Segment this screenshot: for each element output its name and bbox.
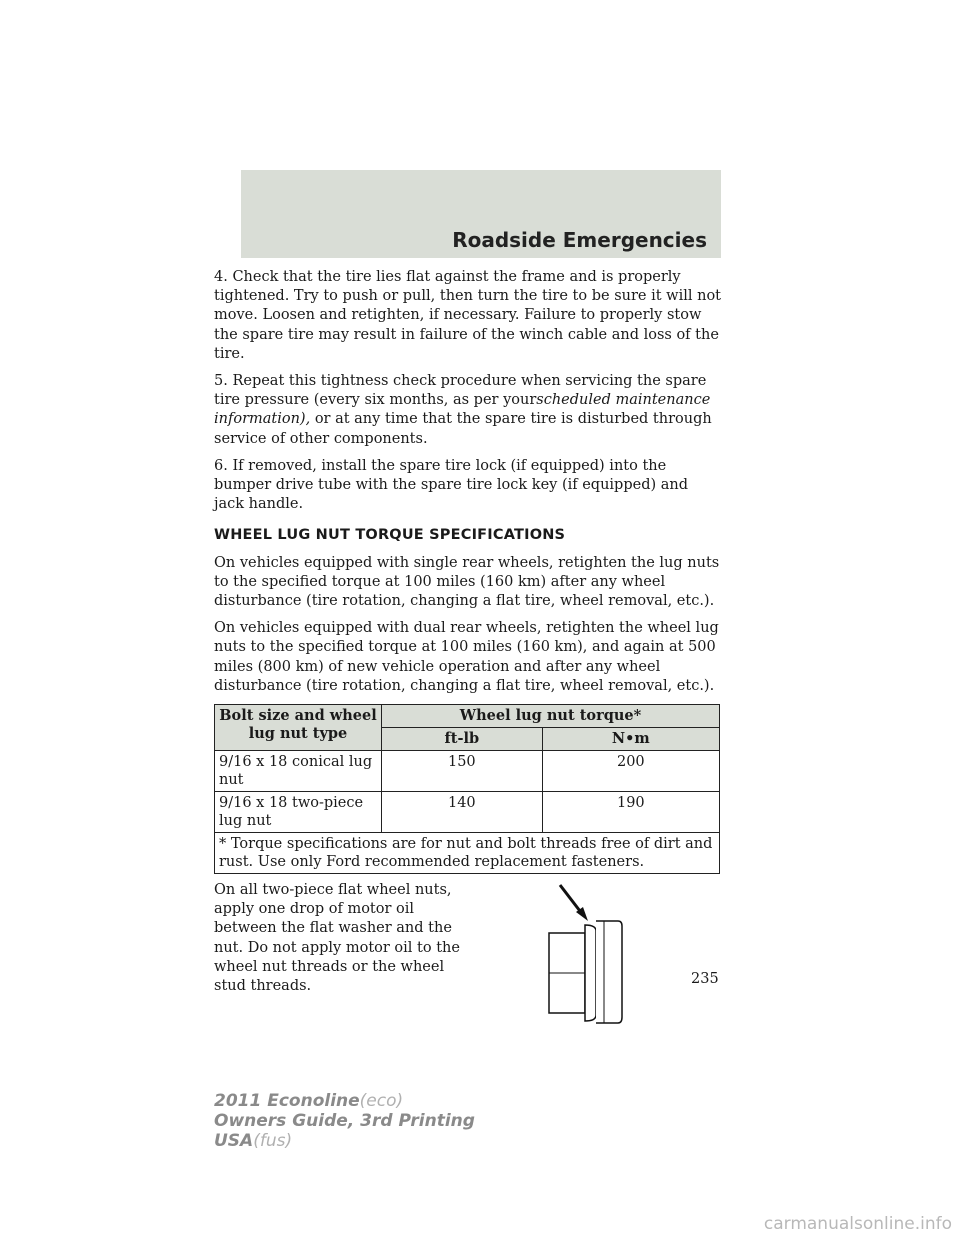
torque-table <box>214 704 720 874</box>
footer-guide: Owners Guide, 3rd Printing <box>214 1111 475 1131</box>
table-row <box>215 792 720 833</box>
step-5-text: 5. Repeat this tightness check procedure when servicing the spare tire pressure (every six months, as per your <box>214 373 707 409</box>
single-rear-wheel-paragraph: On vehicles equipped with single rear wheels, retighten the lug nuts to the specified torque at 100 miles (160 km) after any wheel disturbance (tire rotation, changing a flat tire, wheel removal, etc.). <box>214 554 720 610</box>
step-4-paragraph: 4. Check that the tire lies flat against the frame and is properly tightened. Try to push or pull, then turn the tire to be sure it will not move. Loosen and retighten, if necessary. Failure to properly stow the spare tire may result in failure of the winch cable and loss of the tire. <box>214 269 721 362</box>
flat-washer <box>585 925 596 1021</box>
lug-type-cell: 9/16 x 18 conical lug nut <box>215 751 382 792</box>
nm-cell: 190 <box>542 792 719 833</box>
torque-spec-heading: WHEEL LUG NUT TORQUE SPECIFICATIONS <box>214 527 566 544</box>
ftlb-cell: 150 <box>382 751 543 792</box>
nm-header: N•m <box>542 728 719 751</box>
table-row <box>215 751 720 792</box>
nut-flange <box>596 921 622 1023</box>
table-header-row <box>215 705 720 728</box>
lug-type-cell: 9/16 x 18 two-piece lug nut <box>215 792 382 833</box>
step-5-paragraph <box>214 372 722 449</box>
footer-region: USA <box>214 1131 254 1151</box>
table-footnote: * Torque specifications are for nut and bolt threads free of dirt and rust. Use only Ford recommended replacement fasteners. <box>215 833 720 874</box>
two-piece-nut-paragraph: On all two-piece flat wheel nuts, apply one drop of motor oil between the flat washer and the nut. Do not apply motor oil to the wheel nut threads or the wheel stud threads. <box>214 882 460 995</box>
step-6-paragraph: 6. If removed, install the spare tire lock (if equipped) into the bumper drive tube with the spare tire lock key (if equipped) and jack handle. <box>214 457 689 513</box>
step-5-text-end: or at any time that the spare tire is disturbed through service of other components. <box>214 411 712 447</box>
page-content <box>214 268 722 1041</box>
lug-nut-illustration <box>544 881 654 1031</box>
table-footnote-row <box>215 833 720 874</box>
nm-cell: 200 <box>542 751 719 792</box>
ftlb-cell: 140 <box>382 792 543 833</box>
torque-group-header: Wheel lug nut torque* <box>382 705 720 728</box>
page-number: 235 <box>691 971 719 987</box>
bolt-size-header: Bolt size and wheel lug nut type <box>215 705 382 751</box>
footer-region-code: (fus) <box>253 1131 293 1151</box>
dual-rear-wheel-paragraph: On vehicles equipped with dual rear wheels, retighten the wheel lug nuts to the specified torque at 100 miles (160 km), and again at 500 miles (800 km) of new vehicle operation and after any wheel disturbance (tire rotation, changing a flat tire, wheel removal, etc.). <box>214 620 719 694</box>
section-title: Roadside Emergencies <box>452 228 707 252</box>
ftlb-header: ft-lb <box>382 728 543 751</box>
site-watermark: carmanualsonline.info <box>763 1214 952 1234</box>
two-piece-nut-section <box>214 881 722 1041</box>
document-footer <box>214 1091 475 1151</box>
maintenance-reference: scheduled maintenance information), <box>214 392 711 428</box>
footer-model-code: (eco) <box>359 1091 404 1111</box>
section-header-band <box>241 170 721 258</box>
footer-model: 2011 Econoline <box>214 1091 360 1111</box>
